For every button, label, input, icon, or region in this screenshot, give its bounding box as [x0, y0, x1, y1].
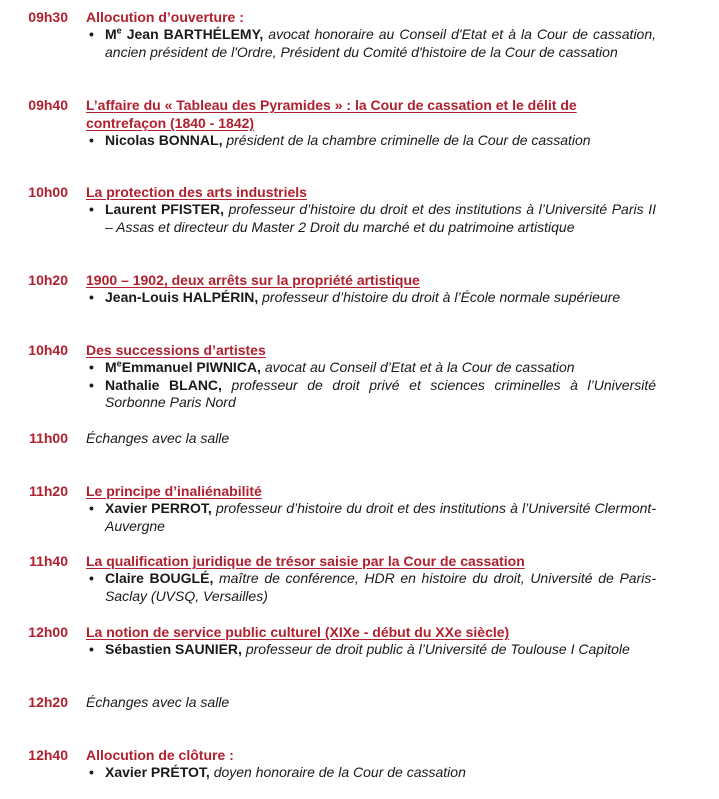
slot-title: Le principe d’inaliénabilité — [86, 483, 262, 499]
speaker-item — [86, 201, 656, 236]
speaker-item — [86, 500, 656, 535]
bullet-icon: • — [89, 201, 94, 217]
speaker-name: Xavier PRÉTOT, — [105, 764, 210, 780]
speaker-role: avocat honoraire au Conseil d'Etat et à la Cour de cassation, ancien président de l'Ordre, Président du Comité d'histoire de la Cour de cassation — [105, 26, 657, 60]
speaker-item — [86, 377, 656, 412]
speaker-name: Sébastien SAUNIER, — [105, 641, 242, 657]
speaker-role: professeur d’histoire du droit et des institutions à l’Université Paris II – Assas et directeur du Master 2 Droit du marché et du patrimoine artistique — [105, 201, 657, 235]
slot-content — [86, 96, 656, 150]
slot-title: La notion de service public culturel (XIXe - début du XXe siècle) — [86, 624, 510, 640]
speaker-name: Claire BOUGLÉ, — [105, 570, 214, 586]
speaker-name: Xavier PERROT, — [105, 500, 212, 516]
speaker-name: Jean-Louis HALPÉRIN, — [105, 289, 259, 305]
slot-time: 10h00 — [28, 184, 68, 200]
slot-time: 09h30 — [28, 9, 68, 25]
slot-title: 1900 – 1902, deux arrêts sur la propriété artistique — [86, 272, 420, 288]
speaker-role: avocat au Conseil d’Etat et à la Cour de cassation — [264, 359, 575, 375]
speaker-list — [86, 201, 656, 236]
speaker-role: professeur d’histoire du droit et des institutions à l’Université Clermont-Auvergne — [105, 500, 656, 534]
slot-title: La protection des arts industriels — [86, 184, 307, 200]
slot-content — [86, 746, 656, 782]
slot-content — [86, 429, 656, 447]
bullet-icon: • — [89, 376, 94, 393]
slot-time: 11h40 — [29, 553, 68, 569]
bullet-icon: • — [89, 359, 94, 375]
bullet-icon: • — [89, 132, 94, 148]
slot-content — [86, 482, 656, 535]
slot-content — [86, 552, 656, 605]
speaker-name: MeEmmanuel PIWNICA, — [105, 358, 261, 375]
bullet-icon: • — [89, 289, 94, 305]
slot-title: Allocution de clôture : — [86, 747, 234, 763]
slot-title: Des successions d’artistes — [86, 342, 266, 358]
speaker-role: président de la chambre criminelle de la Cour de cassation — [226, 132, 591, 148]
speaker-list — [86, 289, 656, 307]
speaker-role: professeur de droit privé et sciences criminelles à l’Université Sorbonne Paris Nord — [105, 376, 657, 410]
speaker-name: Nicolas BONNAL, — [105, 132, 223, 148]
bullet-icon: • — [89, 500, 94, 516]
bullet-icon: • — [89, 764, 94, 780]
slot-title: La qualification juridique de trésor saisie par la Cour de cassation — [86, 553, 525, 569]
speaker-item — [86, 132, 656, 150]
speaker-item — [86, 359, 656, 377]
slot-time: 12h20 — [28, 694, 68, 710]
slot-note: Échanges avec la salle — [86, 430, 230, 446]
bullet-icon: • — [89, 26, 94, 42]
speaker-item — [86, 26, 656, 61]
slot-content — [86, 8, 656, 61]
speaker-list — [86, 764, 656, 782]
speaker-list — [86, 132, 656, 150]
speaker-role: doyen honoraire de la Cour de cassation — [213, 764, 466, 780]
slot-content — [86, 183, 656, 236]
speaker-list — [86, 641, 656, 659]
slot-time: 12h40 — [28, 747, 68, 763]
slot-title: Allocution d’ouverture : — [86, 9, 244, 25]
speaker-list — [86, 26, 656, 61]
speaker-role: professeur de droit public à l’Université de Toulouse I Capitole — [245, 641, 630, 657]
slot-time: 11h20 — [29, 483, 68, 499]
slot-time: 09h40 — [28, 97, 68, 113]
slot-title: L’affaire du « Tableau des Pyramides » : la Cour de cassation et le délit de contrefaçon (1840 - 1842) — [86, 97, 577, 131]
slot-note: Échanges avec la salle — [86, 694, 230, 710]
slot-time: 12h00 — [28, 624, 68, 640]
speaker-role: maître de conférence, HDR en histoire du droit, Université de Paris-Saclay (UVSQ, Versailles) — [105, 570, 656, 604]
slot-content — [86, 271, 656, 307]
speaker-list — [86, 359, 656, 412]
speaker-item — [86, 764, 656, 782]
speaker-name: Nathalie BLANC, — [105, 376, 222, 393]
slot-content — [86, 341, 656, 412]
speaker-name: Me Jean BARTHÉLEMY, — [105, 25, 264, 42]
slot-time: 10h40 — [28, 342, 68, 358]
speaker-item — [86, 289, 656, 307]
slot-content — [86, 623, 656, 659]
slot-time: 11h00 — [29, 430, 68, 446]
speaker-name: Laurent PFISTER, — [105, 201, 224, 217]
bullet-icon: • — [89, 570, 94, 586]
speaker-item — [86, 641, 656, 659]
bullet-icon: • — [89, 641, 94, 657]
speaker-role: professeur d’histoire du droit à l’École normale supérieure — [262, 289, 621, 305]
speaker-list — [86, 500, 656, 535]
slot-time: 10h20 — [28, 272, 68, 288]
slot-content — [86, 693, 656, 711]
speaker-list — [86, 570, 656, 605]
speaker-item — [86, 570, 656, 605]
